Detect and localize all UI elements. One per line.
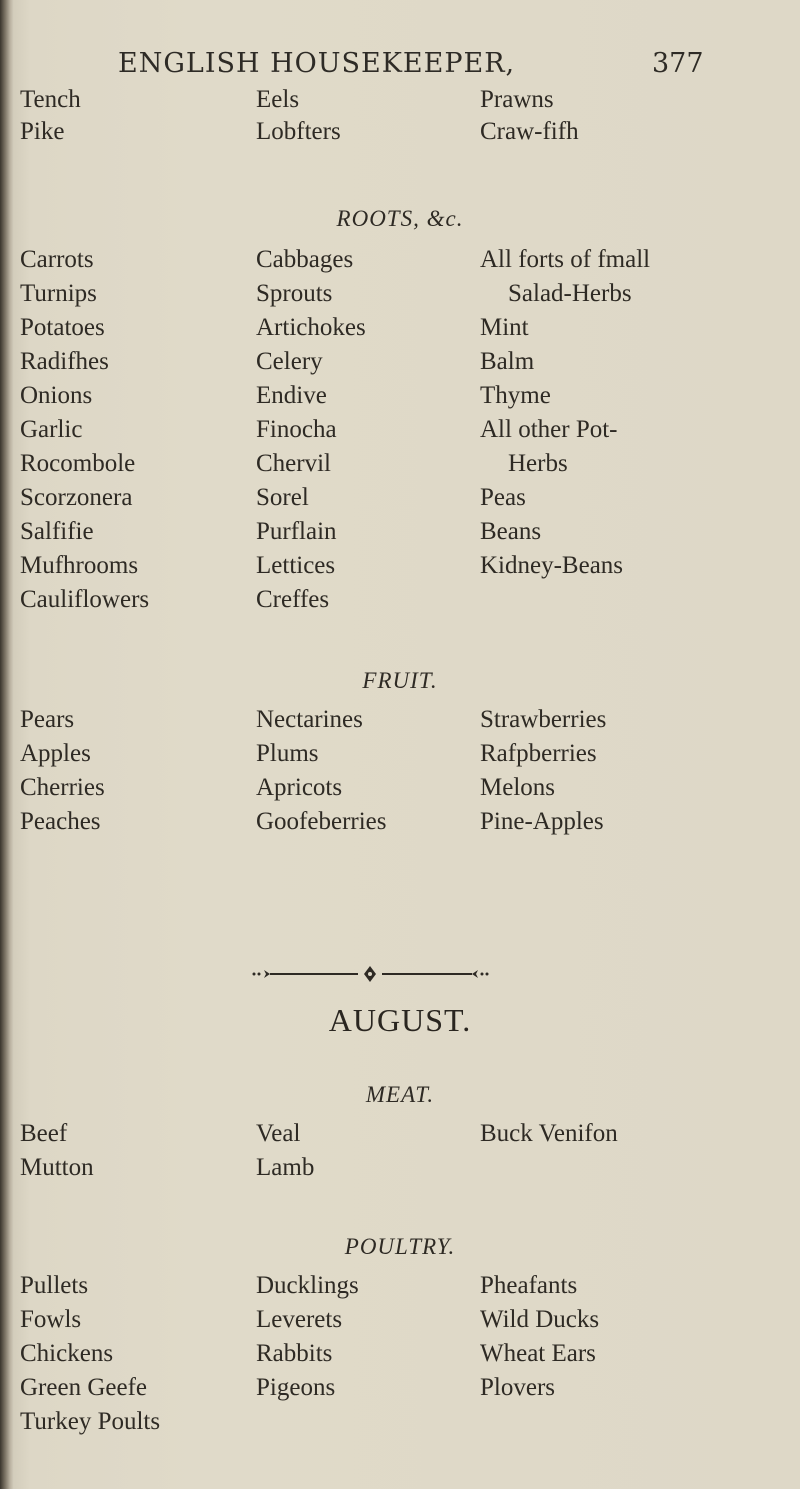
list-item: Leverets	[256, 1306, 343, 1333]
list-item: Radifhes	[20, 348, 109, 375]
list-item: All other Pot-	[480, 416, 618, 443]
list-item: Lobfters	[256, 118, 341, 145]
list-item: Wild Ducks	[480, 1306, 600, 1333]
section-heading-fruit: FRUIT.	[362, 668, 438, 693]
list-item: Rocombole	[20, 450, 136, 477]
list-item: Lettices	[256, 552, 336, 579]
section-heading-poultry: POULTRY.	[344, 1234, 456, 1259]
list-item: Prawns	[480, 86, 554, 113]
list-item: Ducklings	[256, 1272, 359, 1299]
list-item: Turkey Poults	[20, 1408, 161, 1435]
table-row	[0, 450, 800, 484]
list-item: Cabbages	[256, 246, 354, 273]
list-item: Pullets	[20, 1272, 89, 1299]
table-row	[0, 1340, 800, 1374]
list-item: Finocha	[256, 416, 337, 443]
list-item: Mutton	[20, 1154, 94, 1181]
section-heading-roots: ROOTS, &c.	[336, 206, 464, 231]
ornament-divider-icon	[250, 964, 490, 984]
list-item: Eels	[256, 86, 300, 113]
list-item: Peas	[480, 484, 526, 511]
table-row	[0, 586, 800, 620]
list-item: Beans	[480, 518, 542, 545]
list-item: Tench	[20, 86, 81, 113]
table-row	[0, 484, 800, 518]
table-row	[0, 552, 800, 586]
list-item: Pears	[20, 706, 75, 733]
list-item: Chickens	[20, 1340, 114, 1367]
list-item: Goofeberries	[256, 808, 387, 835]
list-item: Green Geefe	[20, 1374, 147, 1401]
list-item: Scorzonera	[20, 484, 133, 511]
list-item: Sprouts	[256, 280, 333, 307]
month-heading: AUGUST.	[328, 1002, 472, 1038]
list-item: All forts of fmall	[480, 246, 651, 273]
list-item: Nectarines	[256, 706, 363, 733]
table-row	[0, 382, 800, 416]
list-item: Peaches	[20, 808, 101, 835]
table-row	[0, 1306, 800, 1340]
list-item: Garlic	[20, 416, 83, 443]
list-item: Potatoes	[20, 314, 105, 341]
table-row	[0, 706, 800, 740]
list-item: Buck Venifon	[480, 1120, 618, 1147]
list-item: Plums	[256, 740, 319, 767]
page-header	[0, 38, 800, 78]
list-item: Turnips	[20, 280, 97, 307]
list-item: Celery	[256, 348, 323, 375]
table-row	[0, 808, 800, 842]
list-item: Lamb	[256, 1154, 315, 1181]
list-item: Creffes	[256, 586, 330, 613]
table-row	[0, 280, 800, 314]
list-item: Rabbits	[256, 1340, 333, 1367]
list-item: Salfifie	[20, 518, 94, 545]
list-item: Pine-Apples	[480, 808, 604, 835]
section-heading-meat: MEAT.	[365, 1082, 435, 1107]
list-item: Pike	[20, 118, 65, 145]
list-item: Sorel	[256, 484, 309, 511]
running-head: ENGLISH HOUSEKEEPER,	[118, 48, 516, 79]
list-item: Fowls	[20, 1306, 82, 1333]
table-row	[0, 348, 800, 382]
table-row	[0, 314, 800, 348]
list-item: Chervil	[256, 450, 331, 477]
list-item: Mint	[480, 314, 529, 341]
table-row	[0, 118, 800, 152]
list-item: Craw-fifh	[480, 118, 579, 145]
table-row	[0, 740, 800, 774]
list-item: Plovers	[480, 1374, 555, 1401]
list-item: Thyme	[480, 382, 551, 409]
table-row	[0, 518, 800, 552]
table-row	[0, 86, 800, 120]
list-item: Artichokes	[256, 314, 366, 341]
list-item: Kidney-Beans	[480, 552, 624, 579]
table-row	[0, 246, 800, 280]
list-item: Cherries	[20, 774, 105, 801]
table-row	[0, 1374, 800, 1408]
list-item: Apricots	[256, 774, 343, 801]
page-number: 377	[652, 48, 704, 79]
list-item: Strawberries	[480, 706, 607, 733]
list-item: Apples	[20, 740, 91, 767]
list-item: Balm	[480, 348, 535, 375]
table-row	[0, 1408, 800, 1442]
list-item: Pheafants	[480, 1272, 578, 1299]
list-item: Wheat Ears	[480, 1340, 596, 1367]
list-item: Melons	[480, 774, 555, 801]
list-item: Mufhrooms	[20, 552, 139, 579]
list-item: Salad-Herbs	[508, 280, 632, 307]
list-item: Pigeons	[256, 1374, 336, 1401]
list-item: Endive	[256, 382, 327, 409]
list-item: Beef	[20, 1120, 68, 1147]
list-item: Purflain	[256, 518, 337, 545]
table-row	[0, 1120, 800, 1154]
list-item: Cauliflowers	[20, 586, 150, 613]
list-item: Rafpberries	[480, 740, 597, 767]
table-row	[0, 774, 800, 808]
list-item: Carrots	[20, 246, 94, 273]
list-item: Herbs	[508, 450, 568, 477]
table-row	[0, 1272, 800, 1306]
list-item: Veal	[256, 1120, 301, 1147]
table-row	[0, 416, 800, 450]
table-row	[0, 1154, 800, 1188]
list-item: Onions	[20, 382, 93, 409]
